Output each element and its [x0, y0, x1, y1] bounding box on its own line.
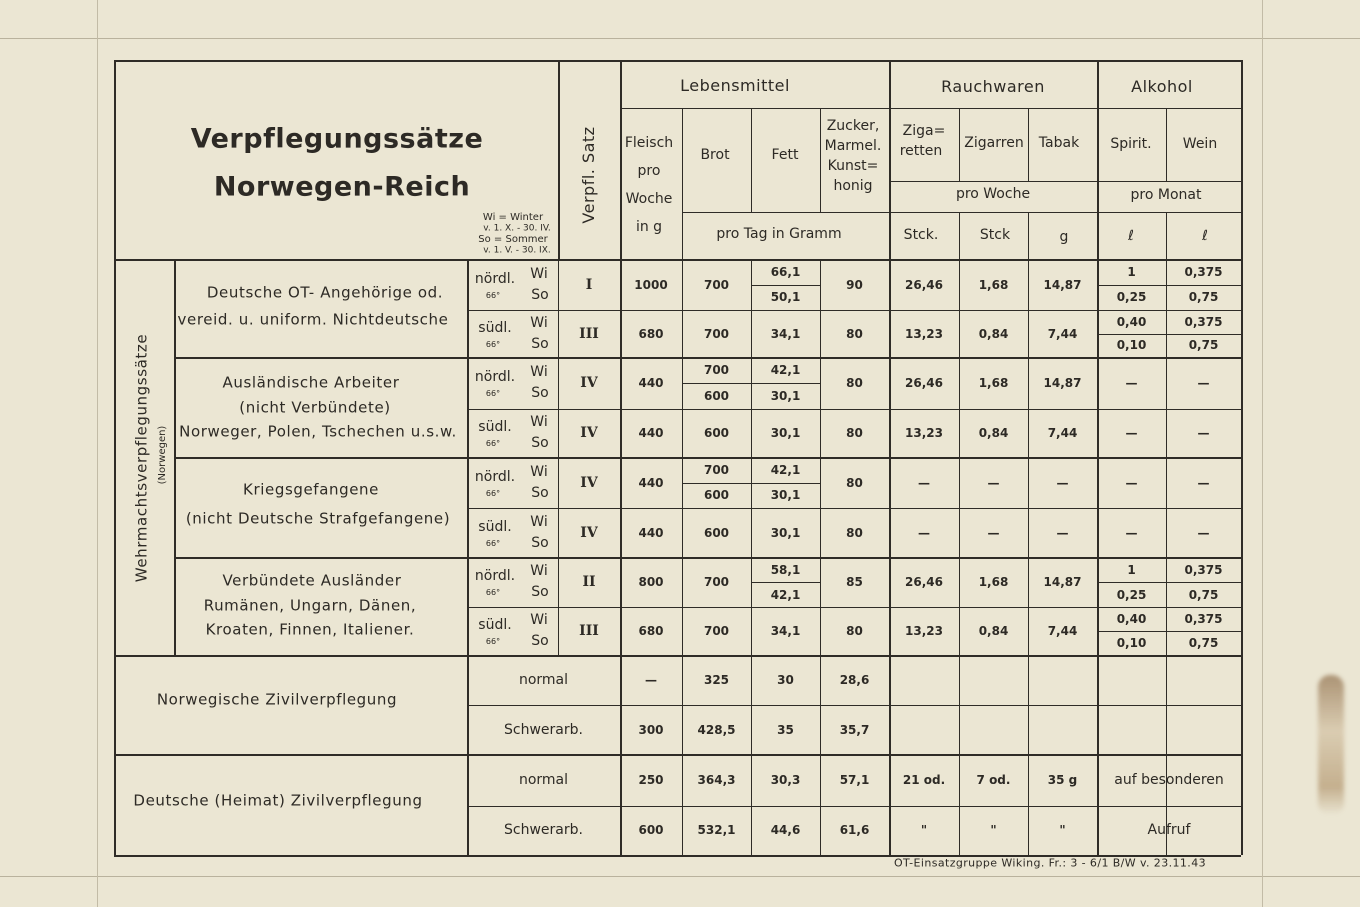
grid-line [1166, 582, 1241, 583]
grid-line [959, 108, 960, 181]
season-winter: Wi [530, 314, 548, 331]
spirit-value: 0,40 [1116, 314, 1147, 329]
legend-summer-range: v. 1. V. - 30. IX. [483, 245, 551, 256]
wein-value: 0,75 [1188, 290, 1219, 305]
civil-fett: 35 [777, 723, 794, 737]
paper-fold-line [1262, 0, 1263, 907]
table-border [1241, 60, 1243, 855]
zone-label: nördl. [474, 369, 516, 385]
season-winter: Wi [530, 364, 548, 380]
grid-line [682, 212, 889, 213]
header-pro-woche: pro Woche [955, 186, 1031, 202]
civil-zucker: 61,6 [839, 823, 870, 837]
group-label: vereid. u. uniform. Nichtdeutsche [177, 310, 449, 329]
zone-degree: 66° [485, 488, 501, 498]
zone-degree: 66° [485, 637, 501, 646]
spirit-value: 1 [1127, 264, 1136, 279]
zucker-value: 80 [846, 426, 863, 440]
zigarren-value: — [987, 475, 1000, 490]
brot-value: 700 [703, 575, 730, 589]
fett-value: 50,1 [770, 290, 801, 305]
header-fleisch: in g [635, 219, 663, 235]
zig-value: 13,23 [905, 426, 943, 440]
season-winter: Wi [530, 265, 548, 282]
group-label: Verbündete Ausländer [222, 571, 402, 590]
header-zigarren: Zigarren [964, 135, 1024, 151]
grid-line [959, 212, 960, 855]
tabak-value: 14,87 [1043, 575, 1082, 589]
civil-brot: 325 [703, 673, 730, 687]
grid-line [682, 383, 751, 384]
zone-label: südl. [478, 518, 512, 535]
header-pro-monat: pro Monat [1130, 187, 1202, 203]
header-zucker: Zucker, [826, 118, 880, 134]
season-summer: So [531, 584, 549, 600]
zone-degree: 66° [485, 439, 501, 448]
paper-fold-line [0, 38, 1360, 39]
brot-value: 700 [703, 277, 730, 292]
grid-line [751, 108, 752, 212]
wein-value: — [1197, 376, 1210, 390]
zone-degree: 66° [485, 588, 501, 597]
tabak-value: 7,44 [1047, 624, 1078, 638]
paper-fold-line [0, 876, 1360, 877]
grid-line [751, 582, 820, 583]
wein-value: 0,75 [1188, 338, 1219, 353]
grid-line [174, 557, 1241, 559]
grid-line [469, 310, 558, 311]
wein-value: — [1197, 475, 1210, 490]
group-label: Norweger, Polen, Tschechen u.s.w. [179, 422, 457, 441]
zigarren-value: 0,84 [978, 326, 1009, 341]
satz-value: III [579, 623, 599, 639]
grid-line [751, 383, 820, 384]
spirit-value: — [1125, 475, 1138, 490]
grid-line [114, 754, 1241, 756]
grid-line [820, 108, 821, 212]
wein-value: 0,75 [1188, 636, 1219, 650]
fleisch-value: 440 [638, 376, 664, 390]
header-unit-liter: ℓ [1202, 228, 1208, 244]
zig-value: 26,46 [905, 277, 943, 292]
zone-label: nördl. [474, 568, 516, 584]
header-fett: Fett [771, 147, 799, 163]
civil-alkohol-note: Aufruf [1147, 822, 1191, 838]
civil-fett: 30 [777, 673, 794, 687]
grid-line [1028, 212, 1029, 855]
civil-kind: Schwerarb. [504, 722, 583, 738]
fett-value: 30,1 [770, 488, 801, 503]
zig-value: — [918, 525, 930, 540]
wein-value: 0,375 [1184, 562, 1223, 577]
civil-tabak: 35 g [1047, 773, 1078, 787]
civil-fleisch: 250 [638, 773, 664, 787]
satz-value: II [582, 574, 596, 590]
grid-line [1166, 334, 1241, 335]
grid-line [1097, 582, 1166, 583]
brot-value: 700 [703, 462, 730, 477]
fett-value: 30,1 [770, 525, 801, 540]
zone-label: südl. [478, 617, 512, 633]
brot-value: 600 [703, 426, 730, 440]
spirit-value: 0,40 [1116, 612, 1147, 626]
zucker-value: 80 [846, 624, 863, 638]
grid-line [469, 409, 558, 410]
tabak-value: — [1056, 525, 1069, 540]
page-subtitle: Norwegen-Reich [213, 171, 471, 203]
wein-value: 0,75 [1188, 587, 1219, 602]
zig-value: 13,23 [905, 624, 943, 638]
spirit-value: — [1125, 376, 1138, 390]
header-spirit: Spirit. [1110, 136, 1152, 152]
brot-value: 600 [703, 525, 730, 540]
header-unit-liter: ℓ [1128, 228, 1134, 244]
legend-winter-range: v. 1. X. - 30. IV. [483, 223, 551, 234]
grid-line [1166, 108, 1167, 181]
grid-line [174, 457, 1241, 459]
grid-line [682, 108, 683, 855]
grid-line [467, 806, 1241, 807]
header-tabak: Tabak [1038, 135, 1080, 151]
zone-label: nördl. [474, 468, 516, 485]
zone-degree: 66° [485, 389, 501, 398]
civil-fett: 44,6 [770, 823, 801, 837]
season-summer: So [531, 633, 549, 649]
brot-value: 600 [703, 389, 730, 403]
wein-value: — [1197, 525, 1210, 540]
fett-value: 58,1 [770, 562, 801, 577]
tabak-value: — [1056, 475, 1069, 490]
legend-summer: So = Sommer [478, 234, 548, 245]
civil-fleisch: — [645, 673, 657, 687]
season-summer: So [531, 385, 549, 401]
zucker-value: 90 [846, 277, 863, 292]
grid-line [467, 705, 1241, 706]
table-border [114, 60, 1241, 62]
grid-line [751, 483, 820, 484]
legend-winter: Wi = Winter [482, 212, 544, 223]
civil-zucker: 35,7 [839, 723, 870, 737]
zigarren-value: — [987, 525, 1000, 540]
spirit-value: 0,25 [1116, 290, 1147, 305]
grid-line [1166, 631, 1241, 632]
season-summer: So [531, 286, 549, 303]
satz-value: IV [580, 425, 598, 441]
grid-line [682, 483, 751, 484]
wein-value: 0,375 [1184, 314, 1223, 329]
satz-value: I [585, 276, 593, 293]
header-zucker: Kunst= [827, 158, 879, 174]
spirit-value: 0,10 [1116, 338, 1147, 353]
grid-line [558, 60, 560, 259]
zig-value: — [918, 475, 930, 490]
civil-brot: 428,5 [697, 723, 736, 737]
brot-value: 700 [703, 326, 730, 341]
header-verpfl-satz: Verpfl. Satz [579, 126, 598, 224]
zucker-value: 80 [846, 326, 863, 341]
header-wein: Wein [1182, 136, 1218, 152]
zucker-value: 80 [846, 376, 863, 390]
civil-tabak: " [1059, 823, 1066, 837]
header-pro-tag: pro Tag in Gramm [716, 226, 842, 242]
civil-zig: " [920, 823, 928, 837]
header-brot: Brot [700, 147, 730, 163]
fett-value: 30,1 [770, 389, 801, 403]
side-label-sub: (Norwegen) [157, 425, 168, 485]
zigarren-value: 0,84 [978, 624, 1009, 638]
fleisch-value: 680 [638, 624, 664, 638]
zig-value: 13,23 [905, 326, 943, 341]
header-fleisch: Fleisch [624, 135, 674, 151]
grid-line [174, 357, 1241, 359]
brot-value: 700 [703, 624, 730, 638]
wein-value: — [1197, 426, 1210, 440]
group-label: (nicht Verbündete) [239, 398, 391, 417]
grid-line [469, 508, 558, 509]
spirit-value: 0,10 [1116, 636, 1147, 650]
grid-line [889, 181, 1241, 182]
civil-zigarren: 7 od. [976, 773, 1011, 787]
grid-line [1166, 285, 1241, 286]
season-winter: Wi [530, 612, 548, 628]
header-lebensmittel: Lebensmittel [680, 76, 790, 95]
season-winter: Wi [530, 563, 548, 579]
tabak-value: 7,44 [1047, 326, 1078, 341]
paper-fold-line [97, 0, 98, 907]
wein-value: 0,375 [1184, 264, 1223, 279]
grid-line [467, 607, 1241, 608]
group-label: Deutsche OT- Angehörige od. [206, 283, 444, 302]
satz-value: III [579, 325, 599, 342]
header-zucker: Marmel. [824, 138, 882, 154]
civil-brot: 532,1 [697, 823, 736, 837]
zigarren-value: 0,84 [978, 426, 1009, 440]
season-winter: Wi [530, 463, 548, 480]
group-label: (nicht Deutsche Strafgefangene) [185, 509, 451, 528]
page-title: Verpflegungssätze [190, 123, 484, 155]
tabak-value: 14,87 [1043, 277, 1082, 292]
civil-brot: 364,3 [697, 773, 736, 787]
zone-label: südl. [478, 319, 512, 336]
grid-line [1097, 631, 1166, 632]
brot-value: 600 [703, 488, 730, 503]
header-zigaretten: Ziga= [902, 123, 946, 139]
civil-fleisch: 300 [638, 723, 664, 737]
civil-kind: Schwerarb. [504, 822, 583, 838]
paper-stain [1318, 675, 1344, 815]
season-summer: So [531, 484, 549, 501]
fett-value: 66,1 [770, 264, 801, 279]
group-label: Kriegsgefangene [243, 480, 379, 499]
civil-fleisch: 600 [638, 823, 664, 837]
group-label: Ausländische Arbeiter [222, 373, 400, 392]
zone-degree: 66° [485, 339, 501, 349]
fleisch-value: 440 [638, 525, 664, 540]
satz-value: IV [580, 524, 598, 541]
tabak-value: 14,87 [1043, 376, 1082, 390]
satz-value: IV [580, 375, 598, 391]
side-label: Wehrmachtsverpflegungssätze [132, 333, 151, 583]
fett-value: 34,1 [770, 624, 801, 638]
header-alkohol: Alkohol [1131, 77, 1193, 96]
tabak-value: 7,44 [1047, 426, 1078, 440]
civil-german-label: Deutsche (Heimat) Zivilverpflegung [133, 791, 423, 810]
zone-degree: 66° [485, 290, 501, 300]
grid-line [467, 508, 1241, 509]
header-fleisch: Woche [625, 191, 673, 207]
zucker-value: 85 [846, 575, 863, 589]
grid-line [467, 409, 1241, 410]
zig-value: 26,46 [905, 575, 943, 589]
grid-line [1097, 334, 1166, 335]
zig-value: 26,46 [905, 376, 943, 390]
fleisch-value: 680 [638, 326, 664, 341]
grid-line [620, 108, 1241, 109]
grid-line [1028, 108, 1029, 181]
ration-table [114, 58, 1242, 854]
spirit-value: — [1125, 525, 1138, 540]
fleisch-value: 1000 [634, 277, 668, 292]
season-winter: Wi [530, 513, 548, 530]
grid-line [1097, 285, 1166, 286]
satz-value: IV [580, 474, 598, 491]
header-zucker: honig [833, 178, 873, 194]
table-border [114, 60, 116, 855]
season-summer: So [531, 335, 549, 352]
civil-zig: 21 od. [902, 773, 946, 787]
fett-value: 42,1 [770, 363, 801, 377]
season-summer: So [531, 534, 549, 551]
fett-value: 42,1 [770, 462, 801, 477]
spirit-value: 1 [1127, 562, 1136, 577]
zucker-value: 80 [846, 525, 863, 540]
zigarren-value: 1,68 [978, 277, 1009, 292]
header-unit-stck: Stck. [903, 227, 939, 243]
civil-kind: normal [518, 672, 569, 688]
civil-kind: normal [518, 772, 569, 788]
header-rauchwaren: Rauchwaren [941, 77, 1045, 96]
group-label: Kroaten, Finnen, Italiener. [205, 620, 415, 639]
civil-norwegian-label: Norwegische Zivilverpflegung [156, 690, 398, 709]
civil-zigarren: " [990, 823, 997, 837]
zone-label: nördl. [474, 270, 516, 287]
season-winter: Wi [530, 414, 548, 430]
document-footer: OT-Einsatzgruppe Wiking. Fr.: 3 - 6/1 B/W v. 23.11.43 [893, 856, 1207, 870]
civil-zucker: 28,6 [839, 673, 870, 687]
header-unit-g: g [1059, 229, 1069, 245]
grid-line [174, 259, 1241, 261]
zigarren-value: 1,68 [978, 376, 1009, 390]
civil-zucker: 57,1 [839, 773, 870, 787]
header-unit-stck: Stck [979, 227, 1011, 243]
grid-line [889, 212, 1241, 213]
fleisch-value: 440 [638, 475, 664, 490]
fleisch-value: 440 [638, 426, 664, 440]
zone-label: südl. [478, 419, 512, 435]
header-fleisch: pro [637, 163, 661, 179]
fett-value: 34,1 [770, 326, 801, 341]
fleisch-value: 800 [638, 575, 664, 589]
grid-line [114, 259, 174, 261]
fett-value: 30,1 [770, 426, 801, 440]
fett-value: 42,1 [770, 587, 801, 602]
grid-line [114, 655, 1241, 657]
civil-fett: 30,3 [770, 773, 801, 787]
brot-value: 700 [703, 363, 730, 377]
civil-alkohol-note: auf besonderen [1114, 772, 1224, 788]
zone-degree: 66° [485, 538, 501, 548]
grid-line [469, 607, 558, 608]
wein-value: 0,375 [1184, 612, 1223, 626]
spirit-value: — [1125, 426, 1138, 440]
group-label: Rumänen, Ungarn, Dänen, [203, 596, 417, 615]
zucker-value: 80 [846, 475, 863, 490]
grid-line [751, 285, 820, 286]
grid-line [1166, 212, 1167, 855]
season-summer: So [531, 435, 549, 451]
header-zigaretten: retten [899, 143, 943, 159]
grid-line [467, 310, 1241, 311]
zigarren-value: 1,68 [978, 575, 1009, 589]
spirit-value: 0,25 [1116, 587, 1147, 602]
